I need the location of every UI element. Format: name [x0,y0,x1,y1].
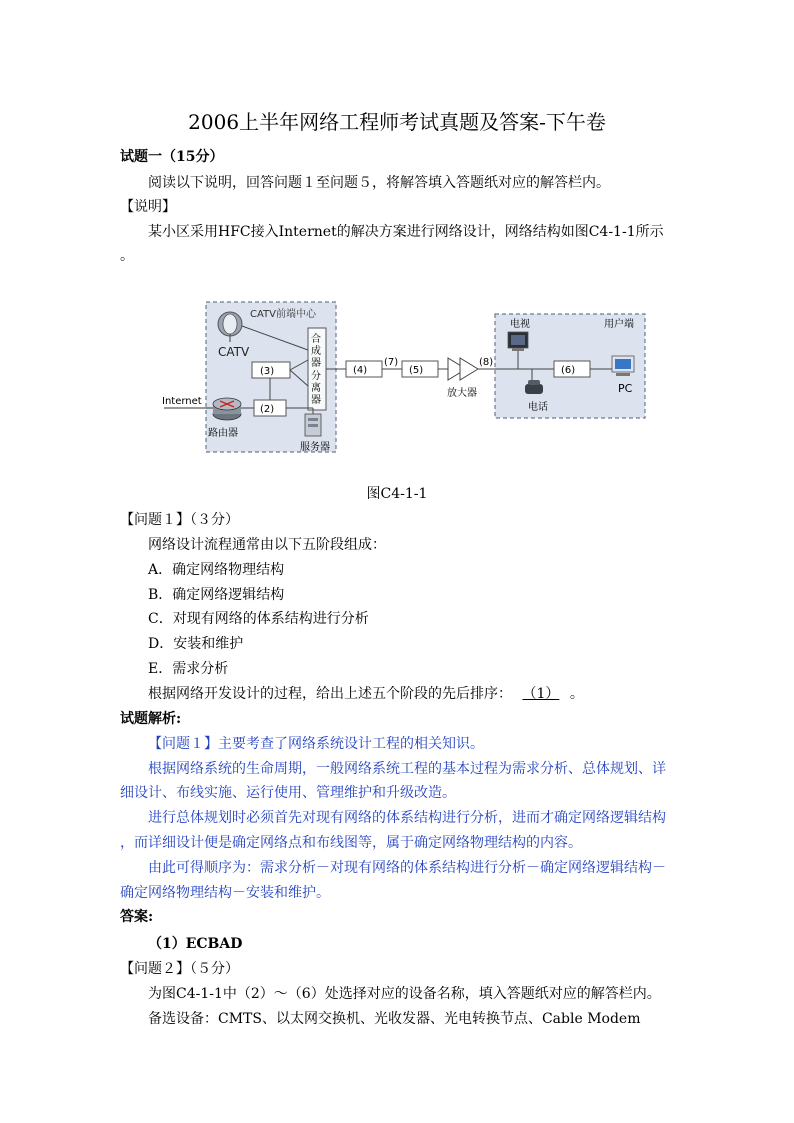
box-3-label: (3) [260,366,275,377]
order-prefix: 根据网络开发设计的过程，给出上述五个阶段的先后排序： [148,686,512,702]
analysis-line: 由此可得顺序为：需求分析－对现有网络的体系结构进行分析－确定网络逻辑结构－ [148,860,666,876]
tv-icon [508,332,528,351]
analysis-heading: 试题解析: [120,711,182,727]
internet-label: Internet [162,396,202,407]
catv-label: CATV [218,345,250,359]
server-label: 服务器 [300,442,330,453]
analysis-line: 细设计、布线实施、运行使用、管理维护和升级改造。 [120,785,456,801]
label-7: (7) [384,357,399,368]
option-item: D．安装和维护 [148,636,244,652]
order-suffix: 。 [569,686,584,702]
question-heading: 试题一（15分） [120,149,224,165]
combiner-char: 离 [311,383,321,394]
problem-2-text: 为图C4-1-1中（2）～（6）处选择对应的设备名称，填入答题纸对应的解答栏内。 [148,986,661,1002]
analysis-line: 确定网络物理结构－安装和维护。 [120,885,330,901]
network-diagram [150,290,650,460]
explain-line-cont: 。 [120,248,134,264]
router-label: 路由器 [208,428,238,439]
combiner-char: 合 [311,334,321,345]
analysis-line: 根据网络系统的生命周期，一般网络系统工程的基本过程为需求分析、总体规划、详 [148,761,666,777]
problem-1-heading: 【问题１】（３分） [120,512,239,528]
server-icon [305,414,321,436]
problem-2-heading: 【问题２】（５分） [120,961,239,977]
page-title: 2006上半年网络工程师考试真题及答案-下午卷 [188,110,606,134]
explain-tag: 【说明】 [120,199,176,215]
label-8: (8) [479,357,494,368]
answer-blank-1: （1） [522,686,560,702]
box-6-label: (6) [561,365,576,376]
box-2-label: (2) [260,404,275,415]
pc-label: PC [618,382,633,395]
combiner-char: 成 [311,346,321,357]
option-item: C．对现有网络的体系结构进行分析 [148,611,369,627]
analysis-line: 进行总体规划时必须首先对现有网络的体系结构进行分析，进而才确定网络逻辑结构 [148,810,666,826]
answer-1: （1）ECBAD [148,936,243,952]
router-icon [213,398,241,420]
option-item: E．需求分析 [148,661,229,677]
amplifier-icon [448,358,478,380]
phone-label: 电话 [528,402,548,413]
option-item: A．确定网络物理结构 [148,562,285,578]
analysis-line: 【问题１】主要考查了网络系统设计工程的相关知识。 [148,736,484,752]
intro-text: 阅读以下说明，回答问题１至问题５，将解答填入答题纸对应的解答栏内。 [148,175,610,191]
problem-1-text: 网络设计流程通常由以下五阶段组成： [148,537,386,553]
box-5-label: (5) [409,365,424,376]
box-4-label: (4) [353,365,368,376]
combiner-char: 器 [311,358,321,369]
catv-center-label: CATV前端中心 [250,309,316,320]
combiner-char: 器 [311,395,321,406]
tv-label: 电视 [510,319,530,330]
combiner-char: 分 [311,371,321,382]
option-item: B．确定网络逻辑结构 [148,587,285,603]
order-question [148,683,584,703]
user-end-label: 用户端 [604,319,634,330]
answer-heading: 答案: [120,909,154,925]
explain-line: 某小区采用HFC接入Internet的解决方案进行网络设计，网络结构如图C4-1-1所示 [148,224,664,240]
problem-2-options: 备选设备：CMTS、以太网交换机、光收发器、光电转换节点、Cable Modem [148,1011,641,1027]
analysis-line: ，而详细设计便是确定网络点和布线图等，属于确定网络物理结构的内容。 [120,835,582,851]
amplifier-label: 放大器 [447,388,477,399]
figure-caption: 图C4-1-1 [366,486,428,502]
